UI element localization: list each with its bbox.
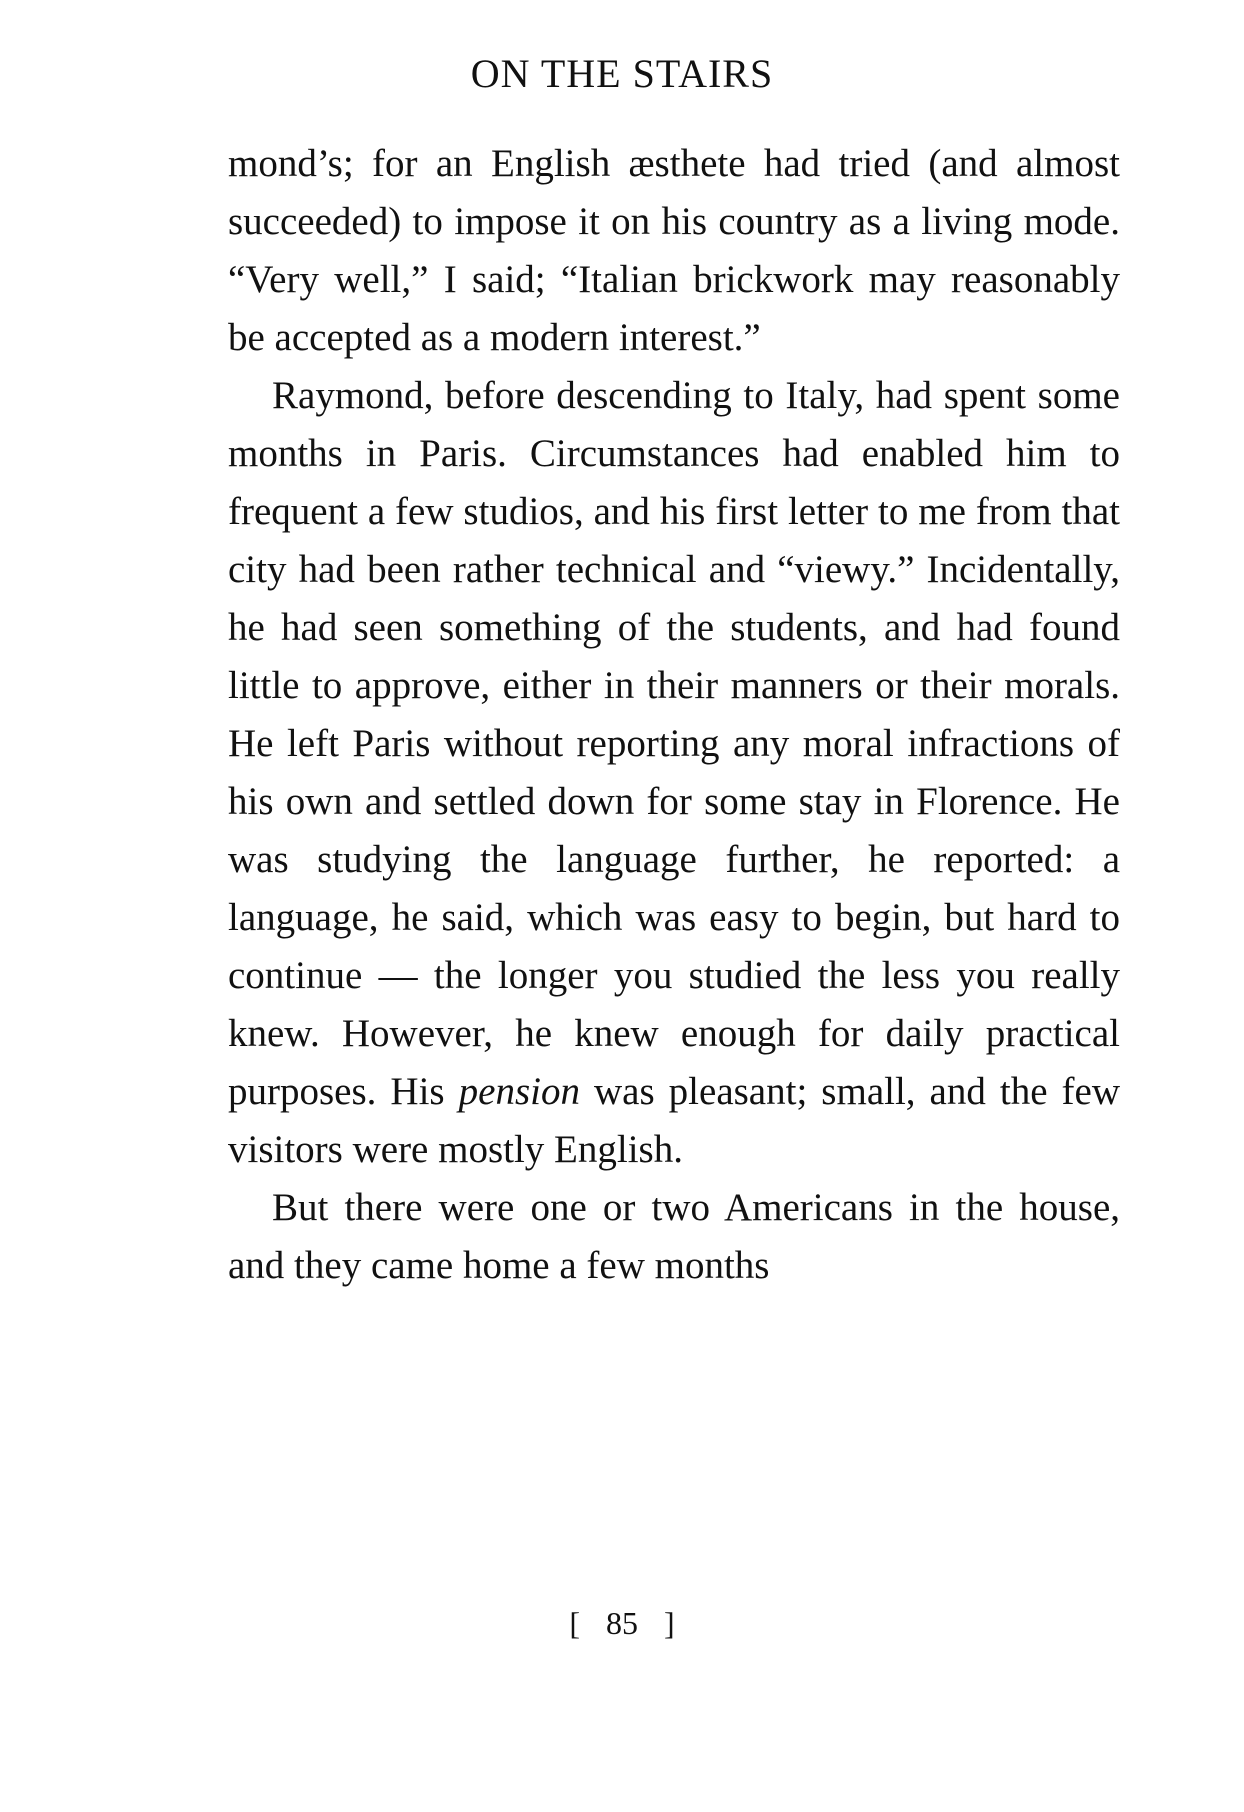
body-text: [228, 135, 1120, 1295]
italic-word-pension: pension: [458, 1070, 580, 1113]
running-head: ON THE STAIRS: [470, 51, 774, 96]
page-number: [ 85 ]: [569, 1605, 675, 1641]
paragraph-2-text-after: was pleasant; small, and the few visitors were mostly English.: [228, 1070, 1121, 1171]
paragraph-3: But there were one or two Americans in the house, and they came home a few months: [228, 1186, 1120, 1287]
paragraph-1: mond’s; for an English æsthete had tried (and almost succeeded) to impose it on his country as a living mode. “Very well,” I said; “Italian brickwork may reasonably be accepted as a modern interest.”: [228, 142, 1120, 359]
paragraph-2-text: Raymond, before descending to Italy, had spent some months in Paris. Circumstances had enabled him to frequent a few studios, and his first letter to me from that city had been rather technical and “viewy.” Incidentally, he had seen something of the students, and had found little to approve, either in their manners or their morals. He left Paris without reporting any moral infractions of his own and settled down for some stay in Florence. He was studying the language further, he reported: a language, he said, which was easy to begin, but hard to continue — the longer you studied the less you really knew. However, he knew enough for daily practical purposes. His: [228, 374, 1120, 1113]
paragraph-2: [228, 367, 1120, 1179]
